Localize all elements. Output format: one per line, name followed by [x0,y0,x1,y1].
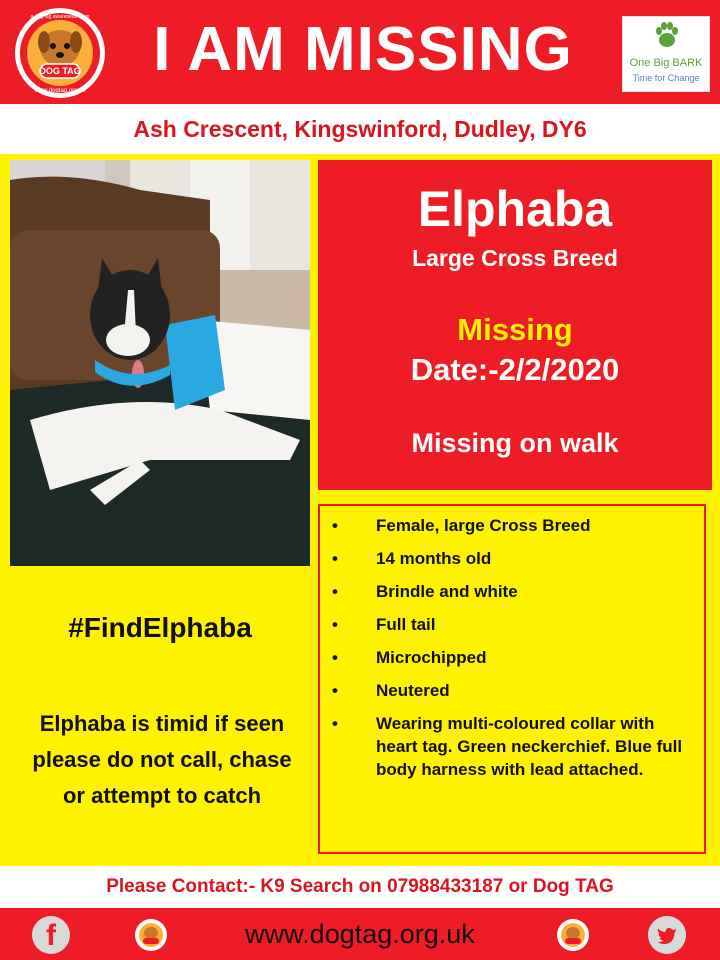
paw-icon [654,21,680,49]
bullet: • [332,714,338,733]
list-item: • Microchipped [332,648,487,667]
partner-tagline: Time for Change [632,73,700,83]
dog-name: Elphaba [417,181,613,237]
details-box [318,504,706,854]
list-item: • Brindle and white [332,582,518,601]
list-item: • Female, large Cross Breed [332,516,591,535]
missing-circumstance: Missing on walk [411,428,619,458]
missing-label: Missing [457,312,573,347]
missing-date: Date:-2/2/2020 [410,352,620,387]
footer-bar [0,908,720,960]
website-link[interactable]: www.dogtag.org.uk [245,919,475,949]
list-item: • Full tail [332,615,436,634]
list-item: • 14 months old [332,549,492,568]
dog-photo [10,160,310,566]
dogtag-logo-icon [8,6,112,100]
logo-ring-text: a dog tag awareness team [30,14,90,20]
bullet: • [332,516,338,535]
address-bar [0,104,720,154]
list-item: • Wearing multi-coloured collar with heart tag. Green neckerchief. Blue full body harness with lead attached. [332,714,683,779]
last-seen-address: Ash Crescent, Kingswinford, Dudley, DY6 [133,116,587,142]
list-item: • Neutered [332,681,450,700]
twitter-icon[interactable] [648,916,686,954]
hashtag: #FindElphaba [68,612,252,643]
dog-breed: Large Cross Breed [412,245,618,271]
contact-info: Please Contact:- K9 Search on 07988433187 or Dog TAG [106,876,614,897]
bullet: • [332,549,338,568]
header-banner [0,0,720,104]
contact-bar [0,866,720,908]
dog-info-panel [318,160,712,490]
details-list [320,506,704,781]
dogtag-logo-icon [556,918,590,952]
bullet: • [332,681,338,700]
bullet: • [332,648,338,667]
bullet: • [332,582,338,601]
bullet: • [332,615,338,634]
logo-url: www.dogtag.org.uk [34,88,86,94]
dogtag-logo-icon [134,918,168,952]
facebook-icon[interactable]: f [32,916,70,954]
logo-text: DOG TAG [39,66,81,76]
warning-text: Elphaba is timid if seen please do not call, chase or attempt to catch [32,711,292,808]
partner-name: One Big BARK [629,57,703,69]
page-title: I AM MISSING [153,15,573,84]
partner-logo [622,16,710,92]
